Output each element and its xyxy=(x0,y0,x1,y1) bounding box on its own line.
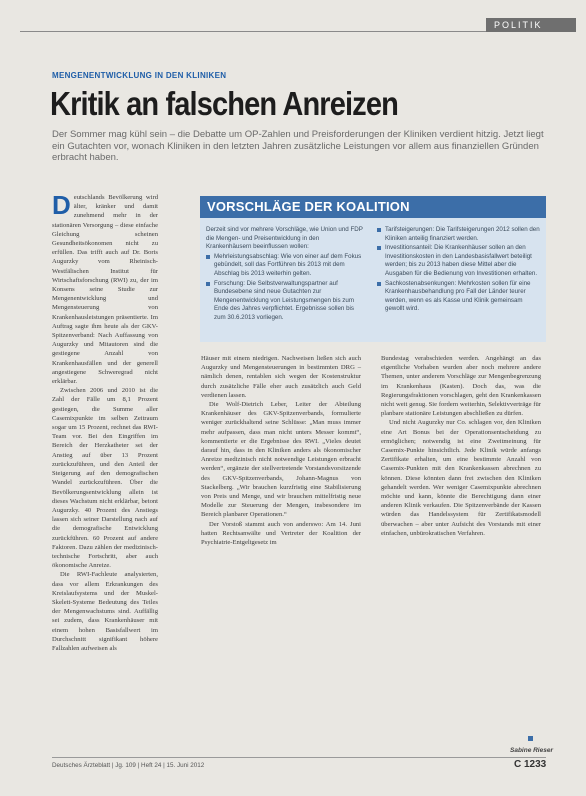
paragraph: Und nicht Augurzky nur Co. schlagen vor, den Kliniken eine Art Bonus bei der Operationsentscheidung zu ermöglichen; notwendig ist eine Zweitmeinung für Casemix-Punkte hinsichtlich. Jede Klinik würde anfangs Zertifikate erhalten, um eine bestimmte Anzahl von Casemix-Punkten mit den Krankenkassen abrechnen zu können. Diese könnten dann frei zwischen den Kliniken gehandelt werden. Wer weniger Casemixpunkte abrechnen möchte und kann, könnte die Berechtigung dann einer anderen Klinik verkaufen. Die Spitzenverbände der Kassen würden das Handelssystem für Zertifikatsmodell überwachen – aber unter Aufsicht des Vorstands mit einer einfachen, unbürokratischen Verfahren. xyxy=(381,419,541,537)
author-name: Sabine Rieser xyxy=(510,747,553,754)
footer-citation: Deutsches Ärzteblatt | Jg. 109 | Heft 24 | 15. Juni 2012 xyxy=(52,762,205,769)
top-rule xyxy=(20,31,486,32)
info-box-title: VORSCHLÄGE DER KOALITION xyxy=(207,199,410,214)
info-box-bullet: Investitionsanteil: Die Krankenhäuser sollen an den Investitionskosten in den Landesbasisfallwert beteiligt werden; bis zu 2013 haben diese Mittel aber die Ausgaben für die Bedienung von Investitionen erhalten. xyxy=(377,244,541,278)
page-number: C 1233 xyxy=(514,759,547,770)
info-box-bullet: Sachkostenabsenkungen: Mehrkosten sollen für eine Krankenhausbehandlung pro Fall der Länder teurer werden, wenn es als Kasse und Klinik gemeinsam gewollt wird. xyxy=(377,280,541,314)
paragraph: Der Vorstoß stammt auch von anderswo: Am 14. Juni hatten Rechtsanwälte und Vertreter der Koalition der Psychiatrie-Entgeltgesetz im xyxy=(201,520,361,547)
lead-paragraph: Der Sommer mag kühl sein – die Debatte um OP-Zahlen und Preisforderungen der Kliniken verdient hitzig. Jetzt liegt ein Gutachten vor, wonach Kliniken in den letzten Jahren zusätzliche Leistungen vor allem aus finanziellen Gründen erbracht haben. xyxy=(52,129,544,163)
bottom-rule xyxy=(52,757,546,758)
paragraph: Die RWI-Fachleute analysierten, dass vor allem Erkrankungen des Kreislaufsystems und der Muskel-Skelett-Systeme Bedeutung des Teiles der Mengenwachstums sind. Auffällig sei zudem, dass Krankenhäuser mit einem hohen Basisfallwert im Durchschnitt signifikant höhere Fallzahlen aufweisen als xyxy=(52,571,158,652)
article-column-3 xyxy=(381,354,541,538)
paragraph: Bundestag verabschieden werden. Angehängt an das eigentliche Vorhaben wurden aber noch mehrere andere Themen, unter anderem Vorschläge zur Mengenbegrenzung im Krankenhaus (Kasten). Doch das, was die Regierungsfraktionen vorschlagen, geht den Krankenkassen nicht weit genug. Sie fordern weiterhin, Selektivverträge für planbare stationäre Leistungen abschließen zu dürfen. xyxy=(381,355,541,418)
section-tab xyxy=(486,18,576,32)
paragraph: Zwischen 2006 und 2010 ist die Zahl der Fälle um 8,1 Prozent gestiegen, die Summe aller Casemixpunkte im selben Zeitraum sogar um 15 Prozent, rechnet das RWI-Team vor. Bei den Eingriffen im Bereich der Herzkatheter sei der Anstieg auf über 13 Prozent zurückzuführen, und den Anteil der Steigerung auf den demografischen Wandel zurückzuführen. Über die Bevölkerungsentwicklung allein ist dieses Wachstum nicht erklärbar, betont Augurzky. 40 Prozent des Anstiegs lassen sich seiner Darstellung nach auf die demografische Entwicklung zurückführen. 60 Prozent auf andere Faktoren. Dazu zählen der medizinisch-technische Fortschritt, aber auch ökonomische Anreize. xyxy=(52,387,158,570)
dropcap: D xyxy=(52,190,71,220)
info-box-bullet: Mehrleistungsabschlag: Wie von einer auf dem Fokus gebündelt, soll das Fortführen bis 2013 mit dem Abschlag bis 2013 weiterhin gelten. xyxy=(206,253,366,279)
end-mark xyxy=(528,736,533,741)
paragraph: Die Wolf-Dietrich Leber, Leiter der Abteilung Krankenhäuser des GKV-Spitzenverbands, formulierte weniger zurückhaltend seine Schlüsse: „Man muss immer mehr aufpassen, dass man nicht unters Messer kommt“, kommentierte er die Ergebnisse des RWI. „Vieles deutet darauf hin, dass in den Kliniken anders als ökonomischer Anreize medizinisch nicht notwendige Leistungen erbracht werden“, ergänzte der stellvertretende Vorstandsvorsitzende des GKV-Spitzenverbands, Johann-Magnus von Stackelberg. „Wir brauchen kurzfristig eine Stabilisierung von Preis und Menge, und wir brauchen mittelfristig neue Modelle zur Steuerung der Mengen, insbesondere im Bereich planbarer Operationen.“ xyxy=(201,401,361,519)
headline: Kritik an falschen Anreizen xyxy=(50,85,398,122)
info-box-left-column xyxy=(206,226,366,324)
paragraph: Häuser mit einem niedrigen. Nachweisen ließen sich auch Augurzky und Mengensteuerungen in bestimmten DRG – nämlich denen, rentablen sich wegen der Kostenstruktur durch zusätzliche Fälle eher auch zusätzlich auch Geld verdienen lassen. xyxy=(201,355,361,399)
info-box-intro: Derzeit sind vor mehrere Vorschläge, wie Union und FDP die Mengen- und Preisentwicklung in den Krankenhäusern beeinflussen wollen: xyxy=(206,226,363,251)
paragraph xyxy=(52,190,158,386)
paragraph-text: eutschlands Bevölkerung wird älter, kränker und damit zunehmend mehr in der stationären Versorgung – diese einfache Gleichung scheinen Gesundheitsökonomen nicht zu erfüllen. Das trifft auch auf Dr. Boris Augurzky vom Rheinisch-Westfälischen Institut für Wirtschaftsforschung (RWI) zu, der im Konsens seine Studie zur Mengenentwicklung und Mengensteuerung von Krankenhausleistungen präsentierte. Im Auftrag sagte ihm heute als der GKV-Spitzenverband: Nach Auffassung von Augurzky und Mitautoren sind die gestiegene Anzahl von Krankenhausfällen und der generell angestiegene Schweregrad nicht erklärbar. xyxy=(52,194,158,386)
info-box-right-column xyxy=(377,226,541,315)
article-column-1 xyxy=(52,190,158,653)
info-box-bullet: Tarifsteigerungen: Die Tarifsteigerungen 2012 sollen den Kliniken anteilig finanziert werden. xyxy=(377,226,541,243)
info-box-bullet: Forschung: Die Selbstverwaltungspartner auf Bundesebene sind neue Gutachten zur Mengenentwicklung von Leistungsmengen bis zum Ende des Jahres verpflichtet. Ergebnisse sollen bis zum 30.6.2013 vorliegen. xyxy=(206,280,366,323)
info-box-header xyxy=(200,196,546,218)
section-label: POLITIK xyxy=(494,20,543,30)
article-column-2 xyxy=(201,354,361,547)
kicker: MENGENENTWICKLUNG IN DEN KLINIKEN xyxy=(52,71,227,80)
